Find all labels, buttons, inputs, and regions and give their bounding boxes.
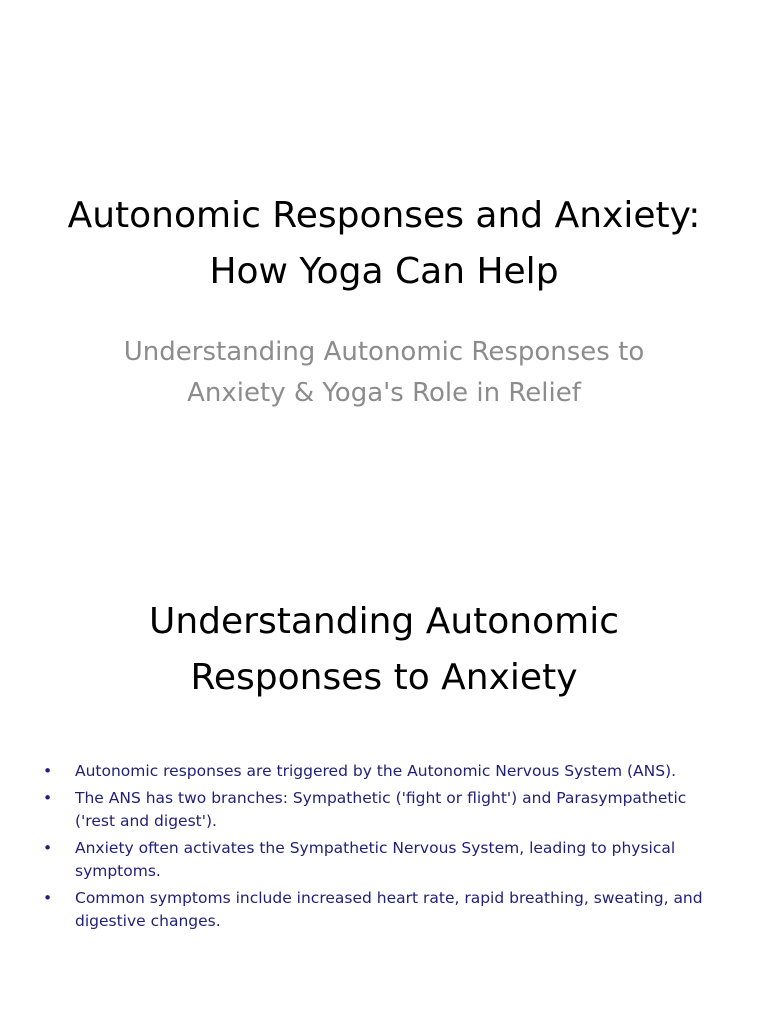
- bullet-text: Autonomic responses are triggered by the Autonomic Nervous System (ANS).: [75, 762, 677, 780]
- bullet-text: The ANS has two branches: Sympathetic ('fight or flight') and Parasympathetic ('rest and digest').: [75, 789, 687, 830]
- bullet-item: [40, 837, 712, 883]
- bullet-item: [40, 760, 712, 783]
- slide-subtitle: Understanding Autonomic Responses to Anxiety & Yoga's Role in Relief: [123, 337, 645, 408]
- bullet-item: [40, 887, 712, 933]
- bullet-text: Common symptoms include increased heart rate, rapid breathing, sweating, and digestive changes.: [75, 889, 703, 930]
- bullet-icon: •: [43, 839, 53, 857]
- bullet-icon: •: [43, 789, 53, 807]
- bullet-list: [40, 760, 712, 937]
- bullet-item: [40, 787, 712, 833]
- bullet-icon: •: [43, 762, 53, 780]
- bullet-icon: •: [43, 889, 53, 907]
- slide-title: Understanding Autonomic Responses to Anxiety: [149, 601, 619, 698]
- slide-title: Autonomic Responses and Anxiety: How Yoga Can Help: [67, 195, 701, 292]
- bullet-text: Anxiety often activates the Sympathetic Nervous System, leading to physical symptoms.: [75, 839, 676, 880]
- content-slide: [0, 512, 768, 1024]
